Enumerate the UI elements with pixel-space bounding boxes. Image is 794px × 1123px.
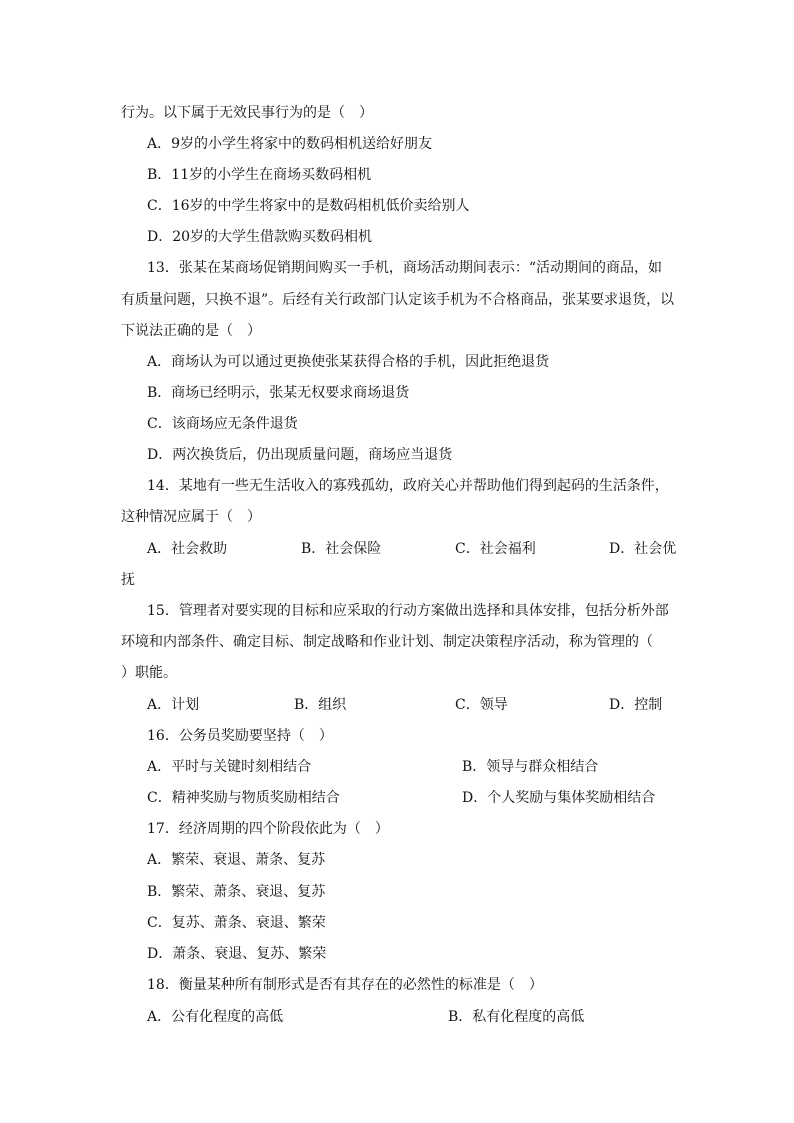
q18-stem: 18．衡量某种所有制形式是否有其存在的必然性的标准是（ ）	[147, 977, 543, 993]
q12-option-c: C．16岁的中学生将家中的是数码相机低价卖给别人	[147, 198, 470, 214]
q16-stem: 16．公务员奖励要坚持（ ）	[147, 728, 333, 744]
q15-option-c: C．领导	[455, 697, 508, 713]
q13-option-d: D．两次换货后，仍出现质量问题，商场应当退货	[147, 447, 453, 463]
q14-stem-line-1: 14．某地有一些无生活收入的寡残孤幼，政府关心并帮助他们得到起码的生活条件，	[147, 478, 669, 494]
q17-option-d: D．萧条、衰退、复苏、繁荣	[147, 946, 327, 962]
q14-option-d: D．社会优	[609, 541, 677, 557]
q18-option-a: A．公有化程度的高低	[147, 1009, 284, 1025]
q13-stem-line-2: 有质量问题，只换不退”。后经有关行政部门认定该手机为不合格商品，张某要求退货，以	[121, 292, 675, 308]
q15-option-b: B．组织	[294, 697, 347, 713]
q14-option-c: C．社会福利	[455, 541, 536, 557]
q15-option-d: D．控制	[609, 697, 663, 713]
q14-option-a: A．社会救助	[147, 541, 228, 557]
q17-option-b: B．繁荣、萧条、衰退、复苏	[147, 884, 326, 900]
q13-option-b: B．商场已经明示，张某无权要求商场退货	[147, 385, 410, 401]
q13-stem-line-1: 13．张某在某商场促销期间购买一手机，商场活动期间表示：“活动期间的商品，如	[147, 260, 662, 276]
q14-option-b: B．社会保险	[301, 541, 382, 557]
q15-stem-line-2: 环境和内部条件、确定目标、制定战略和作业计划、制定决策程序活动，称为管理的（	[121, 634, 653, 650]
q12-stem-continuation: 行为。以下属于无效民事行为的是（ ）	[121, 105, 373, 121]
q17-option-c: C．复苏、萧条、衰退、繁荣	[147, 915, 326, 931]
q16-option-b: B．领导与群众相结合	[462, 759, 599, 775]
q17-option-a: A．繁荣、衰退、萧条、复苏	[147, 852, 326, 868]
q17-stem: 17．经济周期的四个阶段依此为（ ）	[147, 821, 389, 837]
q12-option-d: D．20岁的大学生借款购买数码相机	[147, 229, 373, 245]
q18-option-b: B．私有化程度的高低	[448, 1009, 585, 1025]
q15-stem-line-1: 15．管理者对要实现的目标和应采取的行动方案做出选择和具体安排，包括分析外部	[147, 603, 669, 619]
q16-option-d: D．个人奖励与集体奖励相结合	[462, 790, 656, 806]
q13-option-a: A．商场认为可以通过更换使张某获得合格的手机，因此拒绝退货	[147, 354, 550, 370]
q12-option-b: B．11岁的小学生在商场买数码相机	[147, 167, 372, 183]
q15-option-a: A．计划	[147, 697, 200, 713]
q13-option-c: C．该商场应无条件退货	[147, 416, 298, 432]
q16-option-a: A．平时与关键时刻相结合	[147, 759, 312, 775]
q15-stem-line-3: ）职能。	[121, 665, 177, 681]
q12-option-a: A．9岁的小学生将家中的数码相机送给好朋友	[147, 136, 433, 152]
q16-option-c: C．精神奖励与物质奖励相结合	[147, 790, 340, 806]
q13-stem-line-3: 下说法正确的是（ ）	[121, 323, 261, 339]
q14-stem-line-2: 这种情况应属于（ ）	[121, 509, 261, 525]
q14-option-d-continuation: 抚	[121, 572, 135, 588]
